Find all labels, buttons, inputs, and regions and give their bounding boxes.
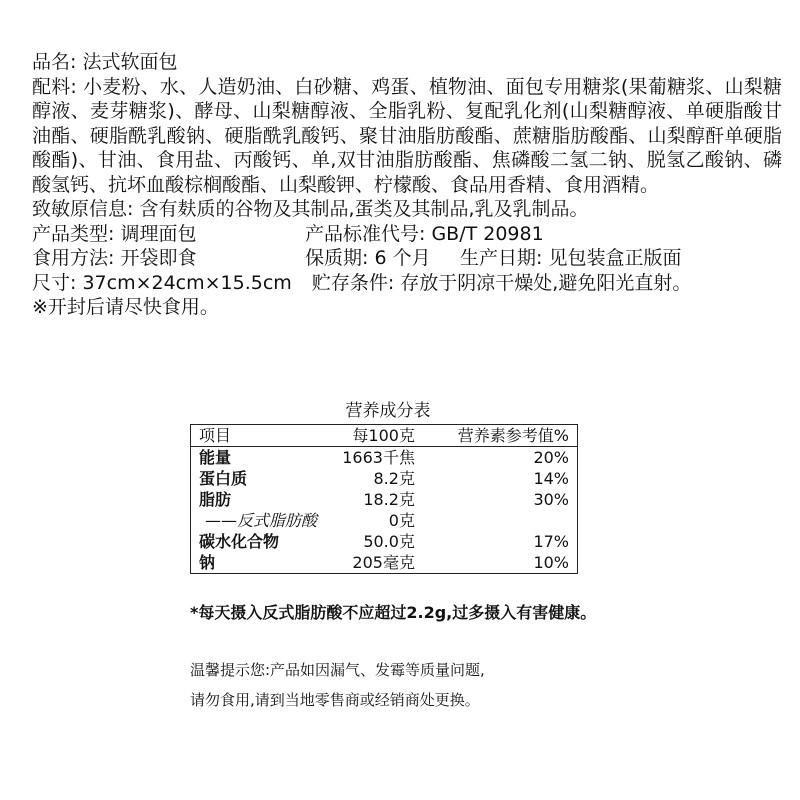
tips-line-2: 请勿食用,请到当地零售商或经销商处更换。 [190, 691, 480, 709]
nutrient-nrv: 10% [533, 553, 569, 572]
quality-tips [190, 655, 750, 715]
nutrient-name: 能量 [199, 448, 232, 467]
open-note: ※开封后请尽快食用。 [32, 296, 219, 318]
product-info [32, 50, 782, 320]
nutrient-per100: 205毫克 [352, 553, 415, 572]
table-row [191, 531, 578, 552]
nutrition-title: 营养成分表 [345, 401, 431, 421]
nutrient-name: ——反式脂肪酸 [205, 511, 318, 530]
nutrient-nrv: 20% [533, 448, 569, 467]
size-value: 37cm×24cm×15.5cm [82, 271, 292, 294]
nutrition-facts [190, 400, 586, 574]
table-row [191, 489, 578, 510]
nutrient-nrv: 14% [533, 469, 569, 488]
nutrition-header-row [191, 425, 578, 447]
product-name-value: 法式软面包 [82, 51, 178, 73]
trans-fat-warning: *每天摄入反式脂肪酸不应超过2.2g,过多摄入有害健康。 [190, 603, 597, 622]
product-type-value: 调理面包 [120, 222, 197, 245]
tips-line-1: 温馨提示您:产品如因漏气、发霉等质量问题, [190, 661, 485, 679]
nutrient-nrv: 17% [533, 532, 569, 551]
size-storage-line [32, 271, 782, 296]
usage-shelf-date-line [32, 246, 782, 271]
production-date [460, 246, 681, 271]
ingredients-label: 配料: [32, 75, 77, 98]
ingredients-line [32, 75, 782, 198]
nutrient-nrv [445, 510, 578, 531]
production-date-value: 见包装盒正版面 [548, 247, 682, 269]
usage-label: 食用方法: [32, 247, 115, 269]
shelf-life-value: 6 个月 [374, 247, 431, 269]
allergen-value: 含有麸质的谷物及其制品,蛋类及其制品,乳及乳制品。 [139, 198, 589, 220]
shelf-life [305, 246, 460, 271]
allergen-line [32, 197, 782, 222]
header-per100: 每100克 [330, 425, 445, 447]
usage [32, 246, 305, 271]
usage-value: 开袋即食 [120, 247, 197, 269]
nutrient-name: 脂肪 [199, 490, 232, 509]
nutrient-name: 蛋白质 [199, 469, 248, 488]
nutrient-per100: 1663千焦 [342, 448, 415, 467]
product-type-label: 产品类型: [32, 222, 115, 245]
storage-label: 贮存条件: [311, 271, 395, 294]
size [32, 271, 292, 296]
nutrition-table [190, 424, 578, 574]
product-name-line [32, 50, 782, 75]
allergen-label: 致敏原信息: [32, 198, 134, 220]
table-row [191, 510, 578, 531]
nutrient-per100: 8.2克 [373, 469, 415, 488]
nutrient-per100: 18.2克 [363, 490, 415, 509]
nutrient-per100: 50.0克 [363, 532, 415, 551]
product-standard [305, 222, 544, 247]
shelf-life-label: 保质期: [305, 247, 369, 269]
storage [312, 271, 692, 296]
table-row [191, 447, 578, 469]
nutrient-per100: 0克 [388, 511, 415, 530]
type-standard-line [32, 222, 782, 247]
nutrient-nrv: 30% [533, 490, 569, 509]
product-type [32, 222, 305, 247]
table-row [191, 552, 578, 574]
size-label: 尺寸: [32, 271, 77, 294]
product-standard-label: 产品标准代号: [305, 222, 426, 245]
product-standard-value: GB/T 20981 [431, 222, 544, 245]
production-date-label: 生产日期: [460, 247, 543, 269]
storage-value: 存放于阴凉干燥处,避免阳光直射。 [400, 271, 692, 294]
nutrient-name: 钠 [199, 553, 216, 572]
product-name-label: 品名: [32, 51, 77, 73]
header-item: 项目 [191, 425, 331, 447]
header-nrv: 营养素参考值% [445, 425, 578, 447]
ingredients-value: 小麦粉、水、人造奶油、白砂糖、鸡蛋、植物油、面包专用糖浆(果葡糖浆、山梨糖醇液、麦芽糖浆)、酵母、山梨糖醇液、全脂乳粉、复配乳化剂(山梨糖醇液、单硬脂酸甘油酯、硬脂酰乳酸钠、硬脂酰乳酸钙、聚甘油脂肪酸酯、蔗糖脂肪酸酯、山梨醇酐单硬脂酸酯)、甘油、食用盐、丙酸钙、单,双甘油脂肪酸酯、焦磷酸二氢二钠、脱氢乙酸钠、磷酸氢钙、抗坏血酸棕榈酸酯、山梨酸钾、柠檬酸、食品用香精、食用酒精。 [32, 75, 782, 196]
nutrient-name: 碳水化合物 [199, 532, 280, 551]
table-row [191, 468, 578, 489]
